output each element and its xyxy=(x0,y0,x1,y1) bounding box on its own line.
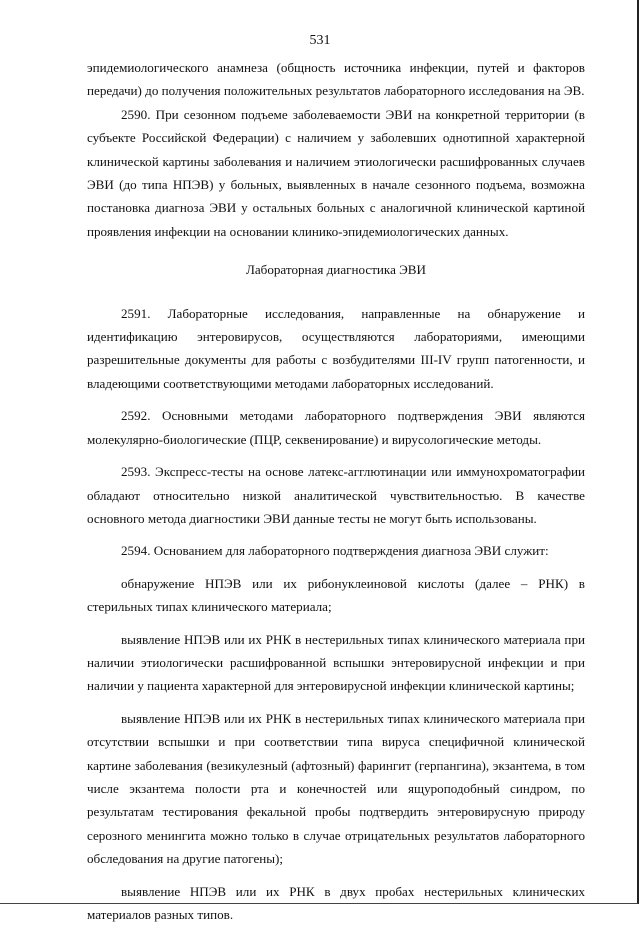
list-item-two-samples: выявление НПЭВ или их РНК в двух пробах нестерильных клинических материалов разных типов. xyxy=(87,883,585,922)
section-heading: Лабораторная диагностика ЭВИ xyxy=(245,262,427,278)
paragraph-2593: 2593. Экспресс-тесты на основе латекс-агглютинации или иммунохроматографии обладают относительно низкой аналитической чувствительностью. В качестве основного метода диагностики ЭВИ данные тесты не могут быть использованы. xyxy=(87,464,585,526)
paragraph-2594: 2594. Основанием для лабораторного подтверждения диагноза ЭВИ служит: xyxy=(121,543,549,559)
document-body xyxy=(87,56,585,926)
paragraph-continuation: эпидемиологического анамнеза (общность источника инфекции, путей и факторов передачи) до получения положительных результатов лабораторного исследования на ЭВ. xyxy=(87,60,585,99)
paragraph-2590: 2590. При сезонном подъеме заболеваемости ЭВИ на конкретной территории (в субъекте Российской Федерации) с наличием у заболевших однотипной характерной клинической картины заболевания и наличием этиологически расшифрованных случаев ЭВИ (до типа НПЭВ) у больных, выявленных в начале сезонного подъема, возможна постановка диагноза ЭВИ у остальных больных с аналогичной клинической картиной проявления инфекции на основании клинико-эпидемиологических данных. xyxy=(87,106,585,239)
list-item-no-outbreak: выявление НПЭВ или их РНК в нестерильных типах клинического материала при отсутствии вспышки и при соответствии типа вируса специфичной клинической картине заболевания (везикулезный (афтозный) фарингит (герпангина), экзантема, в том числе экзантема полости рта и конечностей или ящуроподобный синдром, по результатам тестирования фекальной пробы подтвердить энтеровирусную природу серозного менингита можно только в случае отрицательных результатов лабораторного обследования на другие патогены); xyxy=(87,710,585,867)
paragraph-2591: 2591. Лабораторные исследования, направленные на обнаружение и идентификацию энтеровирусов, осуществляются лабораториями, имеющими разрешительные документы для работы с возбудителями III-IV групп патогенности, и владеющими соответствующими методами лабораторных исследований. xyxy=(87,305,585,391)
list-item-outbreak: выявление НПЭВ или их РНК в нестерильных типах клинического материала при наличии этиологически расшифрованной вспышки энтеровирусной инфекции и при наличии у пациента характерной для энтеровирусной инфекции клинической картины; xyxy=(87,631,585,694)
list-item-sterile: обнаружение НПЭВ или их рибонуклеиновой кислоты (далее – РНК) в стерильных типах клинического материала; xyxy=(87,575,585,615)
page-number: 531 xyxy=(309,33,331,48)
paragraph-2592: 2592. Основными методами лабораторного подтверждения ЭВИ являются молекулярно-биологические (ПЦР, секвенирование) и вирусологические методы. xyxy=(87,408,585,447)
